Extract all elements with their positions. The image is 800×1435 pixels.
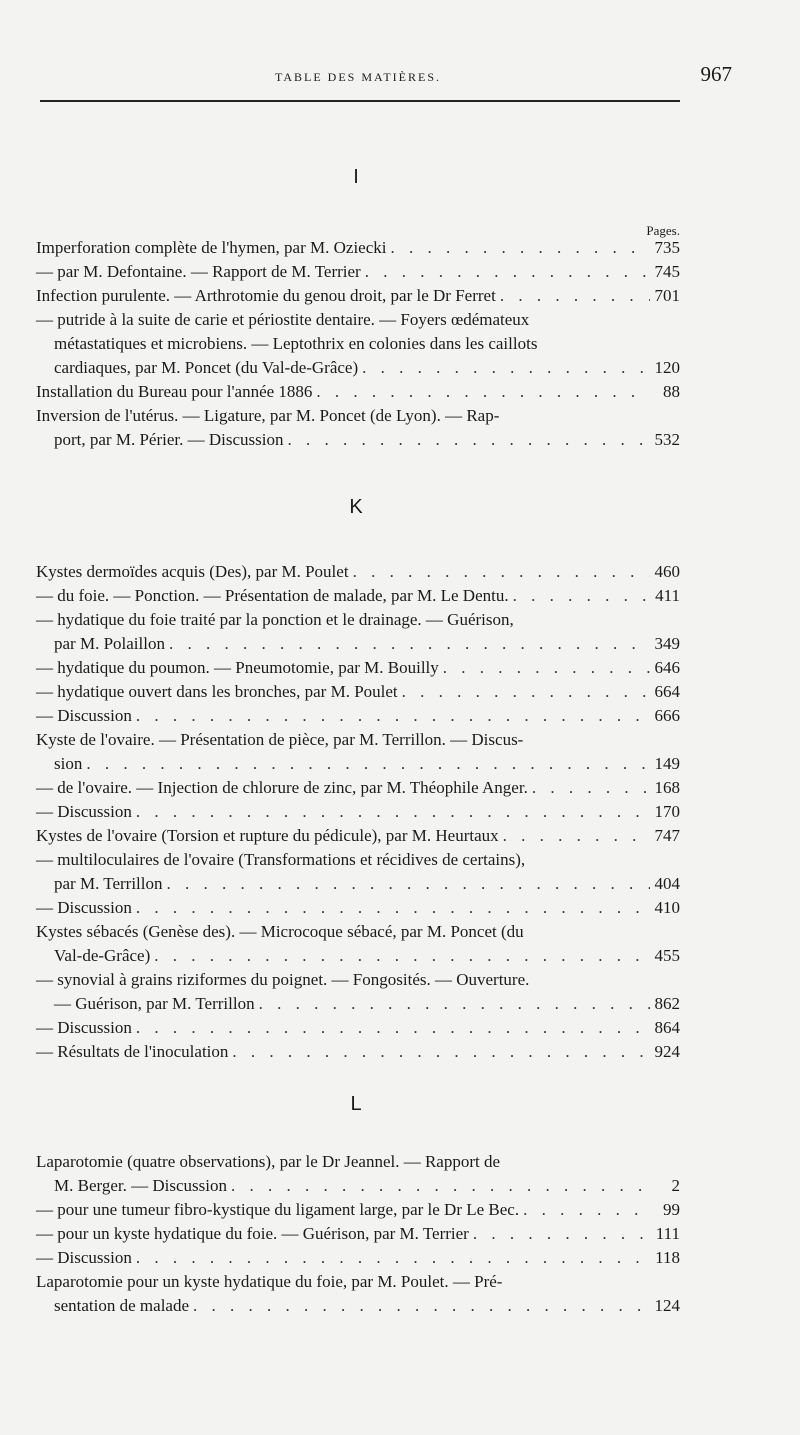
page-reference: 170 [654, 802, 680, 821]
dot-leader [232, 1040, 650, 1064]
entry-text: par M. Polaillon [54, 634, 165, 653]
index-line [36, 236, 680, 260]
entry-text: Installation du Bureau pour l'année 1886 [36, 382, 313, 401]
page-reference: 862 [654, 994, 680, 1013]
page-reference: 410 [654, 898, 680, 917]
index-line [36, 632, 680, 656]
entry-text: — multiloculaires de l'ovaire (Transformations et récidives de certains), [36, 850, 526, 869]
entry-text: port, par M. Périer. — Discussion [54, 430, 284, 449]
page-number: 967 [700, 62, 732, 86]
index-line [36, 848, 680, 872]
dot-leader [231, 1174, 650, 1198]
page-reference: 646 [654, 658, 680, 677]
entry-text: — du foie. — Ponction. — Présentation de malade, par M. Le Dentu. [36, 586, 509, 605]
dot-leader [523, 1198, 650, 1222]
page-reference: 666 [654, 706, 680, 725]
index-line [36, 428, 680, 452]
page-reference: 111 [655, 1224, 680, 1243]
page-reference: 747 [654, 826, 680, 845]
index-line [36, 800, 680, 824]
index-line [36, 944, 680, 968]
page-reference: 701 [654, 286, 680, 305]
page-reference: 349 [654, 634, 680, 653]
index-line [36, 896, 680, 920]
page-reference: 864 [654, 1018, 680, 1037]
index-line [36, 404, 680, 428]
page-reference: 99 [663, 1200, 680, 1219]
index-line [36, 1222, 680, 1246]
entry-text: Infection purulente. — Arthrotomie du genou droit, par le Dr Ferret [36, 286, 496, 305]
entry-text: Inversion de l'utérus. — Ligature, par M. Poncet (de Lyon). — Rap- [36, 406, 500, 425]
entry-text: — Discussion [36, 898, 132, 917]
page-reference: 455 [654, 946, 680, 965]
entry-text: — Discussion [36, 1018, 132, 1037]
entry-text: Val-de-Grâce) [54, 946, 151, 965]
index-line [36, 752, 680, 776]
dot-leader [362, 356, 650, 380]
dot-leader [154, 944, 650, 968]
entry-text: sentation de malade [54, 1296, 190, 1315]
dot-leader [136, 896, 650, 920]
index-line [36, 680, 680, 704]
index-line [36, 920, 680, 944]
dot-leader [167, 872, 651, 896]
entry-text: — Guérison, par M. Terrillon [54, 994, 255, 1013]
dot-leader [193, 1294, 650, 1318]
page-reference: 404 [654, 874, 680, 893]
page-reference: 735 [654, 238, 680, 257]
index-line [36, 284, 680, 308]
entry-text: par M. Terrillon [54, 874, 163, 893]
entry-text: Laparotomie pour un kyste hydatique du foie, par M. Poulet. — Pré- [36, 1272, 503, 1291]
index-line [36, 1174, 680, 1198]
section-letter-k: K [349, 496, 363, 518]
header-rule [40, 100, 680, 102]
index-line [36, 356, 680, 380]
dot-leader [136, 704, 650, 728]
dot-leader [353, 560, 650, 584]
entry-text: — pour une tumeur fibro-kystique du ligament large, par le Dr Le Bec. [36, 1200, 520, 1219]
section-letter-l: L [350, 1093, 362, 1115]
entry-text: Kystes de l'ovaire (Torsion et rupture du pédicule), par M. Heurtaux [36, 826, 499, 845]
dot-leader [391, 236, 651, 260]
page-reference: 120 [654, 358, 680, 377]
dot-leader [503, 824, 650, 848]
dot-leader [513, 584, 650, 608]
dot-leader [402, 680, 650, 704]
entry-text: — Discussion [36, 706, 132, 725]
index-line [36, 1294, 680, 1318]
index-line [36, 1270, 680, 1294]
dot-leader [136, 800, 650, 824]
index-line [36, 260, 680, 284]
page-reference: 745 [654, 262, 680, 281]
entry-text: Kystes dermoïdes acquis (Des), par M. Poulet [36, 562, 349, 581]
entry-text: — pour un kyste hydatique du foie. — Guérison, par M. Terrier [36, 1224, 469, 1243]
entry-text: métastatiques et microbiens. — Leptothrix en colonies dans les caillots [54, 334, 538, 353]
index-line [36, 824, 680, 848]
page-reference: 411 [655, 586, 680, 605]
index-line [36, 992, 680, 1016]
dot-leader [86, 752, 650, 776]
entry-text: — hydatique du poumon. — Pneumotomie, par M. Bouilly [36, 658, 439, 677]
entry-text: — Résultats de l'inoculation [36, 1042, 229, 1061]
index-line [36, 584, 680, 608]
page-header [36, 62, 732, 92]
dot-leader [287, 428, 650, 452]
index-line [36, 380, 680, 404]
index-line [36, 776, 680, 800]
entry-text: — Discussion [36, 802, 132, 821]
entry-text: Kystes sébacés (Genèse des). — Microcoque sébacé, par M. Poncet (du [36, 922, 524, 941]
index-line [36, 1016, 680, 1040]
dot-leader [259, 992, 650, 1016]
dot-leader [136, 1246, 650, 1270]
page-reference: 532 [654, 430, 680, 449]
page-reference: 2 [671, 1176, 680, 1195]
index-line [36, 1198, 680, 1222]
section-letter-i: I [353, 166, 359, 188]
dot-leader [473, 1222, 650, 1246]
index-line [36, 1040, 680, 1064]
entry-text: — putride à la suite de carie et périostite dentaire. — Foyers œdémateux [36, 310, 530, 329]
index-line [36, 704, 680, 728]
page-reference: 88 [663, 382, 680, 401]
running-head: TABLE DES MATIÈRES. [274, 70, 442, 84]
page-reference: 168 [654, 778, 680, 797]
entry-text: cardiaques, par M. Poncet (du Val-de-Grâce) [54, 358, 359, 377]
entry-text: — Discussion [36, 1248, 132, 1267]
page-reference: 118 [655, 1248, 680, 1267]
page-reference: 149 [654, 754, 680, 773]
index-line [36, 968, 680, 992]
dot-leader [500, 284, 650, 308]
entry-text: — par M. Defontaine. — Rapport de M. Terrier [36, 262, 361, 281]
entry-text: — hydatique ouvert dans les bronches, par M. Poulet [36, 682, 398, 701]
index-line [36, 1246, 680, 1270]
page-reference: 460 [654, 562, 680, 581]
index-line [36, 728, 680, 752]
index-line [36, 872, 680, 896]
entry-text: sion [54, 754, 83, 773]
index-line [36, 560, 680, 584]
entry-text: Kyste de l'ovaire. — Présentation de pièce, par M. Terrillon. — Discus- [36, 730, 524, 749]
index-line [36, 332, 680, 356]
dot-leader [316, 380, 650, 404]
entry-text: — de l'ovaire. — Injection de chlorure de zinc, par M. Théophile Anger. [36, 778, 528, 797]
index-line [36, 1150, 680, 1174]
dot-leader [136, 1016, 650, 1040]
page-reference: 664 [654, 682, 680, 701]
entry-text: M. Berger. — Discussion [54, 1176, 227, 1195]
dot-leader [169, 632, 650, 656]
page-reference: 124 [654, 1296, 680, 1315]
index-line [36, 608, 680, 632]
entry-text: — synovial à grains riziformes du poignet. — Fongosités. — Ouverture. [36, 970, 530, 989]
entry-text: Imperforation complète de l'hymen, par M. Oziecki [36, 238, 387, 257]
index-line [36, 656, 680, 680]
dot-leader [365, 260, 650, 284]
page-reference: 924 [654, 1042, 680, 1061]
dot-leader [532, 776, 650, 800]
index-line [36, 308, 680, 332]
dot-leader [443, 656, 650, 680]
entry-text: Laparotomie (quatre observations), par le Dr Jeannel. — Rapport de [36, 1152, 501, 1171]
pages-column-label: Pages. [646, 223, 680, 238]
entry-text: — hydatique du foie traité par la ponction et le drainage. — Guérison, [36, 610, 514, 629]
